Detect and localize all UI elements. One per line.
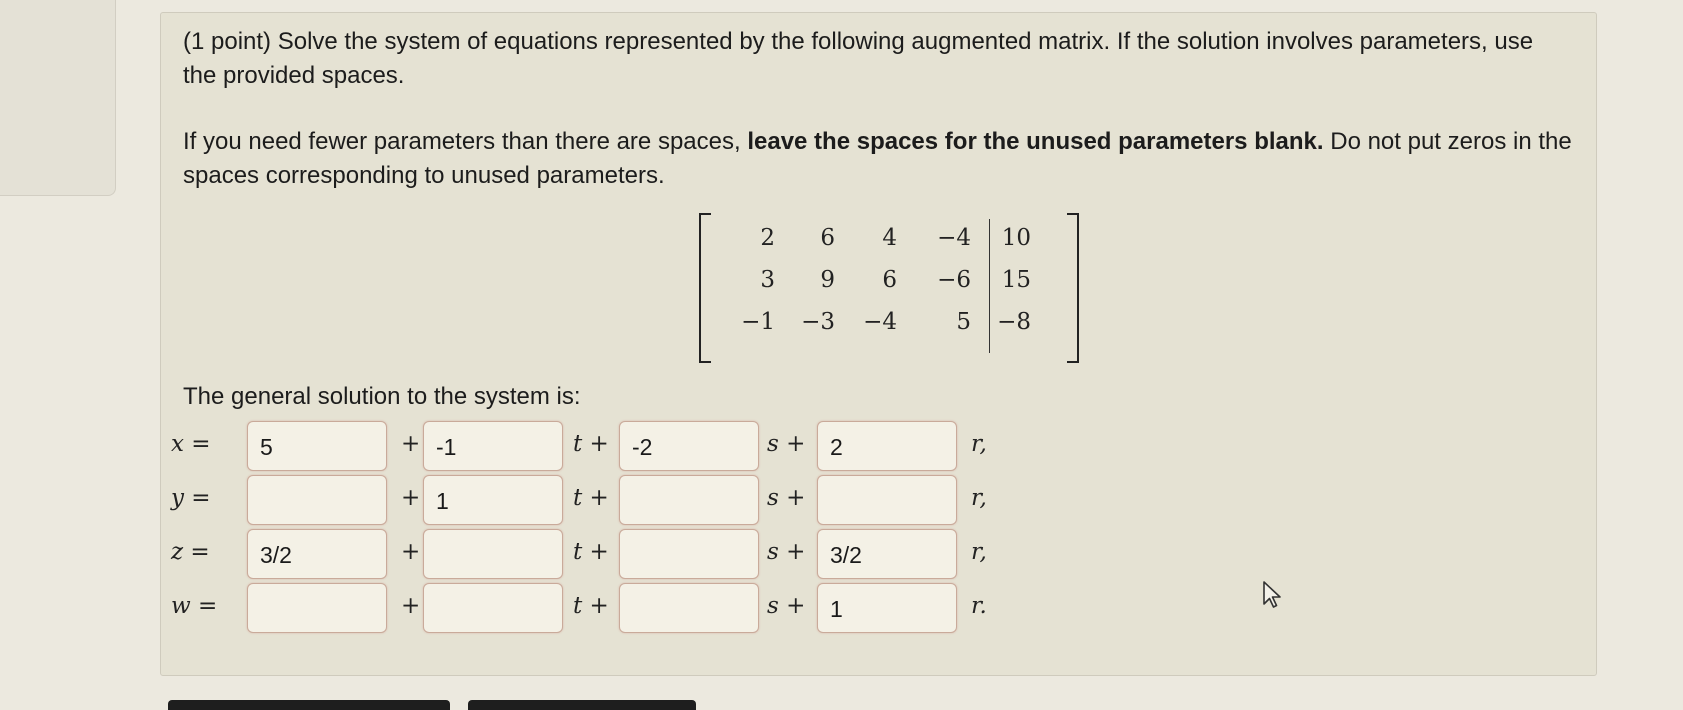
matrix-cell: 15 bbox=[1001, 267, 1031, 293]
problem-instructions bbox=[183, 125, 1573, 193]
s-term-label: s + bbox=[767, 593, 806, 619]
matrix-cell: −8 bbox=[997, 309, 1031, 335]
y-t-coefficient-input[interactable]: 1 bbox=[423, 475, 563, 525]
x-r-coefficient-input[interactable]: 2 bbox=[817, 421, 957, 471]
solution-row-z bbox=[161, 529, 1596, 583]
matrix-right-bracket bbox=[1067, 213, 1079, 363]
problem-intro: (1 point) Solve the system of equations represented by the following augmented matrix. If the solution involves parameters, use the provided spaces. bbox=[183, 28, 1534, 89]
w-constant-input[interactable] bbox=[247, 583, 387, 633]
matrix-cell: 10 bbox=[1001, 225, 1031, 251]
var-label-y: y = bbox=[171, 485, 211, 511]
z-s-coefficient-input[interactable] bbox=[619, 529, 759, 579]
z-constant-input[interactable]: 3/2 bbox=[247, 529, 387, 579]
general-solution-label: The general solution to the system is: bbox=[183, 383, 581, 410]
solution-row-y bbox=[161, 475, 1596, 529]
matrix-cell: 6 bbox=[882, 267, 897, 293]
x-constant-input[interactable]: 5 bbox=[247, 421, 387, 471]
s-term-label: s + bbox=[767, 431, 806, 457]
matrix-cell: −1 bbox=[741, 309, 775, 335]
z-t-coefficient-input[interactable] bbox=[423, 529, 563, 579]
plus-sign: + bbox=[401, 593, 421, 619]
t-term-label: t + bbox=[573, 539, 609, 565]
w-r-coefficient-input[interactable]: 1 bbox=[817, 583, 957, 633]
r-term-label: r, bbox=[971, 431, 987, 457]
var-label-w: w = bbox=[171, 593, 218, 619]
t-term-label: t + bbox=[573, 593, 609, 619]
w-t-coefficient-input[interactable] bbox=[423, 583, 563, 633]
matrix-cell: 2 bbox=[760, 225, 775, 251]
x-s-coefficient-input[interactable]: -2 bbox=[619, 421, 759, 471]
r-term-label: r, bbox=[971, 485, 987, 511]
instruction-prefix: If you need fewer parameters than there are spaces, bbox=[183, 128, 748, 155]
matrix-cell: −4 bbox=[937, 225, 971, 251]
s-term-label: s + bbox=[767, 539, 806, 565]
z-r-coefficient-input[interactable]: 3/2 bbox=[817, 529, 957, 579]
y-s-coefficient-input[interactable] bbox=[619, 475, 759, 525]
matrix-cell: −6 bbox=[937, 267, 971, 293]
plus-sign: + bbox=[401, 431, 421, 457]
side-panel bbox=[0, 0, 116, 196]
bottom-button-left[interactable] bbox=[168, 700, 450, 710]
matrix-left-bracket bbox=[699, 213, 711, 363]
s-term-label: s + bbox=[767, 485, 806, 511]
x-t-coefficient-input[interactable]: -1 bbox=[423, 421, 563, 471]
solution-row-w bbox=[161, 583, 1596, 637]
t-term-label: t + bbox=[573, 485, 609, 511]
instruction-suffix: Do not put zeros in the spaces corresponding to unused parameters. bbox=[183, 128, 1572, 189]
r-term-label: r. bbox=[971, 593, 987, 619]
mouse-cursor-icon bbox=[1262, 580, 1284, 615]
r-term-label: r, bbox=[971, 539, 987, 565]
y-constant-input[interactable] bbox=[247, 475, 387, 525]
solution-row-x bbox=[161, 421, 1596, 475]
problem-box bbox=[160, 12, 1597, 676]
var-label-z: z = bbox=[171, 539, 210, 565]
instruction-bold: leave the spaces for the unused parameters blank. bbox=[747, 128, 1324, 155]
matrix-cell: 9 bbox=[820, 267, 835, 293]
w-s-coefficient-input[interactable] bbox=[619, 583, 759, 633]
matrix-cell: 5 bbox=[956, 309, 971, 335]
matrix-cell: 6 bbox=[820, 225, 835, 251]
y-r-coefficient-input[interactable] bbox=[817, 475, 957, 525]
augmented-matrix bbox=[699, 213, 1079, 361]
t-term-label: t + bbox=[573, 431, 609, 457]
plus-sign: + bbox=[401, 485, 421, 511]
var-label-x: x = bbox=[171, 431, 211, 457]
bottom-button-right[interactable] bbox=[468, 700, 696, 710]
matrix-cell: 3 bbox=[760, 267, 775, 293]
matrix-cell: −3 bbox=[801, 309, 835, 335]
matrix-cell: −4 bbox=[863, 309, 897, 335]
plus-sign: + bbox=[401, 539, 421, 565]
matrix-cell: 4 bbox=[882, 225, 897, 251]
